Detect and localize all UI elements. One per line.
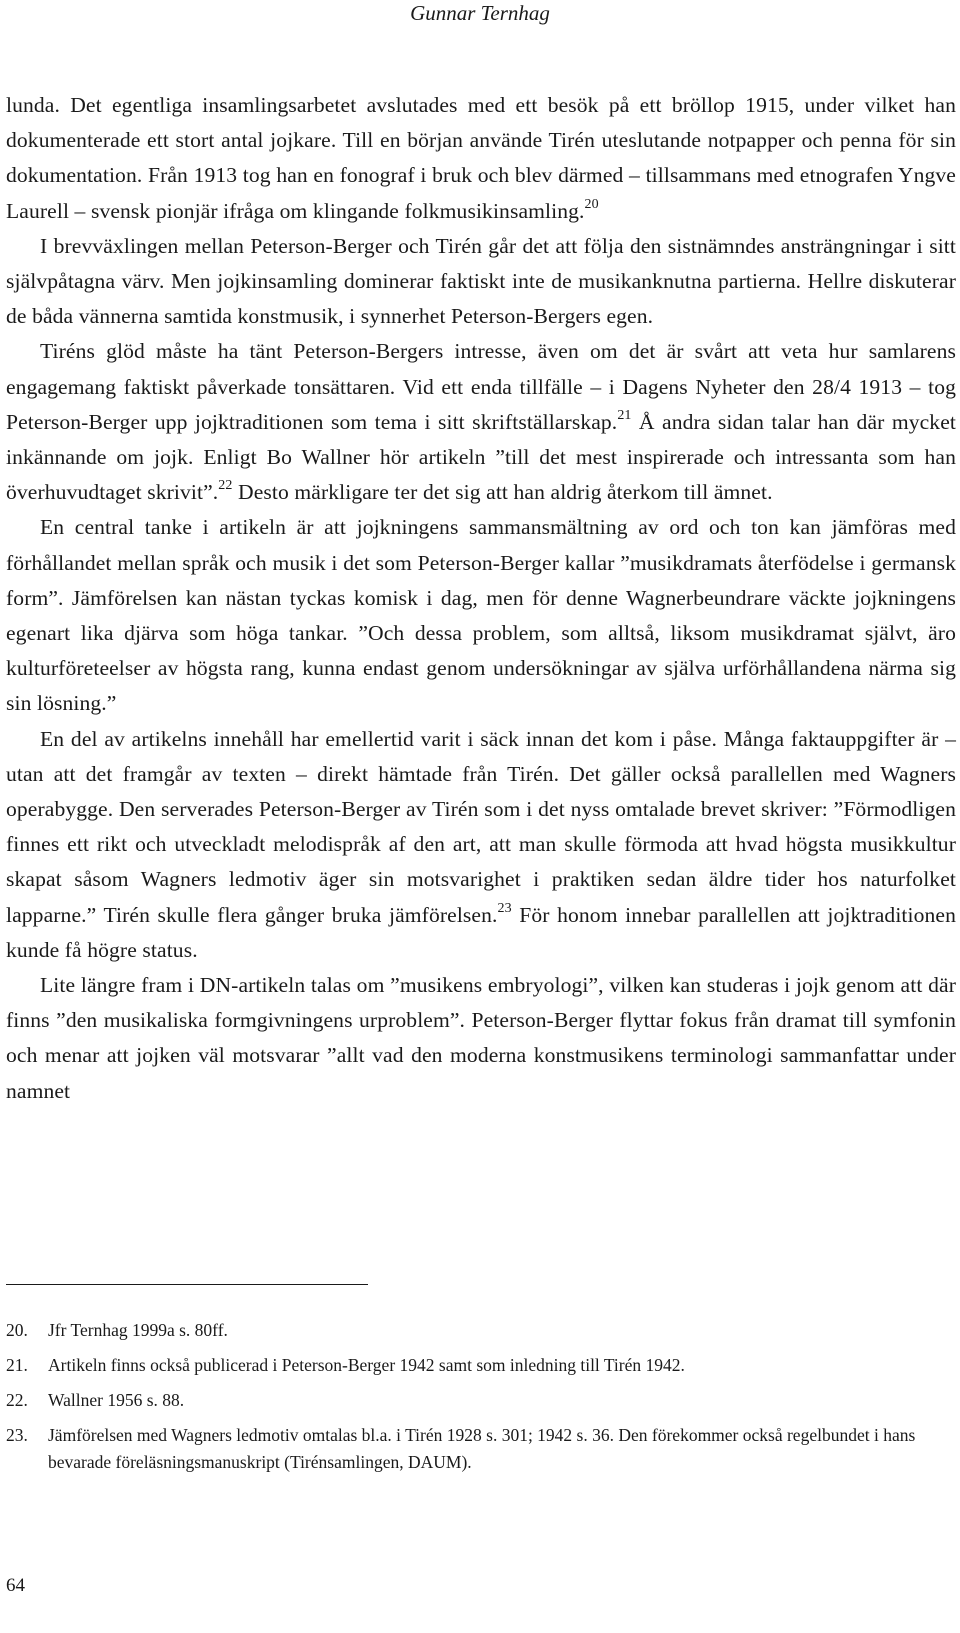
footnote-reference: 20: [584, 196, 599, 212]
paragraph-text: I brevväxlingen mellan Peterson-Berger och Tirén går det att följa den sistnämndes ansträngningar i sitt självpåtagna värv. Men jojkinsamling dominerar faktiskt inte de musikanknutna partierna. Hellre diskuterar de båda vännerna samtida konstmusik, i synnerhet Peterson-Bergers egen.: [6, 233, 956, 329]
footnote-reference: 22: [218, 478, 233, 494]
paragraph-text: Desto märkligare ter det sig att han aldrig återkom till ämnet.: [232, 480, 773, 505]
footnote-number: 22.: [6, 1390, 28, 1410]
footnote-text: Jämförelsen med Wagners ledmotiv omtalas bl.a. i Tirén 1928 s. 301; 1942 s. 36. Den förekommer också regelbundet i hans bevarade föreläsningsmanuskript (Tirénsamlingen, DAUM).: [48, 1425, 916, 1472]
paragraph-text: lunda. Det egentliga insamlingsarbetet avslutades med ett besök på ett bröllop 1915, under vilket han dokumenterade ett stort antal jojkare. Till en början använde Tirén uteslutande notpapper och penna för sin dokumentation. Från 1913 tog han en fonograf i bruk och blev därmed – tillsammans med etnografen Yngve Laurell – svensk pionjär ifråga om klingande folkmusikinsamling.: [6, 93, 956, 223]
paragraph: [6, 510, 956, 721]
footnotes: [6, 1317, 956, 1484]
paragraph-text: En del av artikelns innehåll har emellertid varit i säck innan det kom i påse. Många faktauppgifter är – utan att det framgår av texten – direkt hämtade från Tirén. Det gäller också parallellen med Wagners operabygge. Den serverades Peterson-Berger av Tirén som i det nyss omtalade brevet skriver: ”Förmodligen finnes ett rikt och utveckladt melodispråk af den art, att man skulle förmoda att hvad högsta musikkultur skapat såsom Wagners ledmotiv äger sin motsvarighet i praktiken sedan äldre tider hos naturfolket lapparne.” Tirén skulle flera gånger bruka jämförelsen.: [6, 726, 956, 927]
paragraph-text: Lite längre fram i DN-artikeln talas om ”musikens embryologi”, vilken kan studeras i jojk genom att där finns ”den musikaliska formgivningens urproblem”. Peterson-Berger flyttar fokus från dramat till symfonin och menar att jojken väl motsvarar ”allt vad den moderna konstmusikens terminologi sammanfattar under namnet: [6, 973, 956, 1103]
footnote-text: Artikeln finns också publicerad i Peterson-Berger 1942 samt som inledning till Tirén 1942.: [48, 1355, 685, 1375]
footnote-reference: 21: [617, 407, 632, 423]
running-header: Gunnar Ternhag: [410, 1, 550, 25]
footnote: [6, 1422, 956, 1476]
paragraph-text: För honom innebar parallellen att jojktraditionen kunde få högre status.: [6, 902, 956, 962]
footnote-divider: [6, 1284, 368, 1285]
paragraph-text: Å andra sidan talar han där mycket inkännande om jojk. Enligt Bo Wallner hör artikeln ”till det mest inspirerade och intressanta som han överhuvudtaget skrivit”.: [6, 409, 956, 505]
paragraph-text: En central tanke i artikeln är att jojkningens sammansmältning av ord och ton kan jämföras med förhållandet mellan språk och musik i det som Peterson-Berger kallar ”musikdramats återfödelse i germansk form”. Jämförelsen kan nästan tyckas komisk i dag, men för denne Wagnerbeundrare väckte jojkningens egenart lika djärva som höga tankar. ”Och dessa problem, som alltså, liksom musikdramat självt, äro kulturföreteelser av högsta rang, kunna endast genom undersökningar av själva urförhållandena närma sig sin lösning.”: [6, 515, 956, 716]
paragraph: [6, 229, 956, 335]
footnote-text: Jfr Ternhag 1999a s. 80ff.: [48, 1320, 228, 1340]
footnote-reference: 23: [497, 900, 512, 916]
footnote: [6, 1317, 956, 1344]
body-text: [6, 88, 956, 1109]
paragraph: [6, 968, 956, 1109]
page-number: 64: [6, 1575, 25, 1596]
paragraph: [6, 88, 956, 229]
footnote-number: 21.: [6, 1355, 28, 1375]
footnote-number: 23.: [6, 1425, 28, 1445]
footnote-text: Wallner 1956 s. 88.: [48, 1390, 185, 1410]
footnote: [6, 1387, 956, 1414]
footnote-number: 20.: [6, 1320, 28, 1340]
paragraph-text: Tiréns glöd måste ha tänt Peterson-Bergers intresse, även om det är svårt att veta hur samlarens engagemang faktiskt påverkade tonsättaren. Vid ett enda tillfälle – i Dagens Nyheter den 28/4 1913 – tog Peterson-Berger upp jojktraditionen som tema i sitt skriftställarskap.: [6, 339, 956, 434]
paragraph: [6, 722, 956, 968]
paragraph: [6, 334, 956, 510]
footnote: [6, 1352, 956, 1379]
